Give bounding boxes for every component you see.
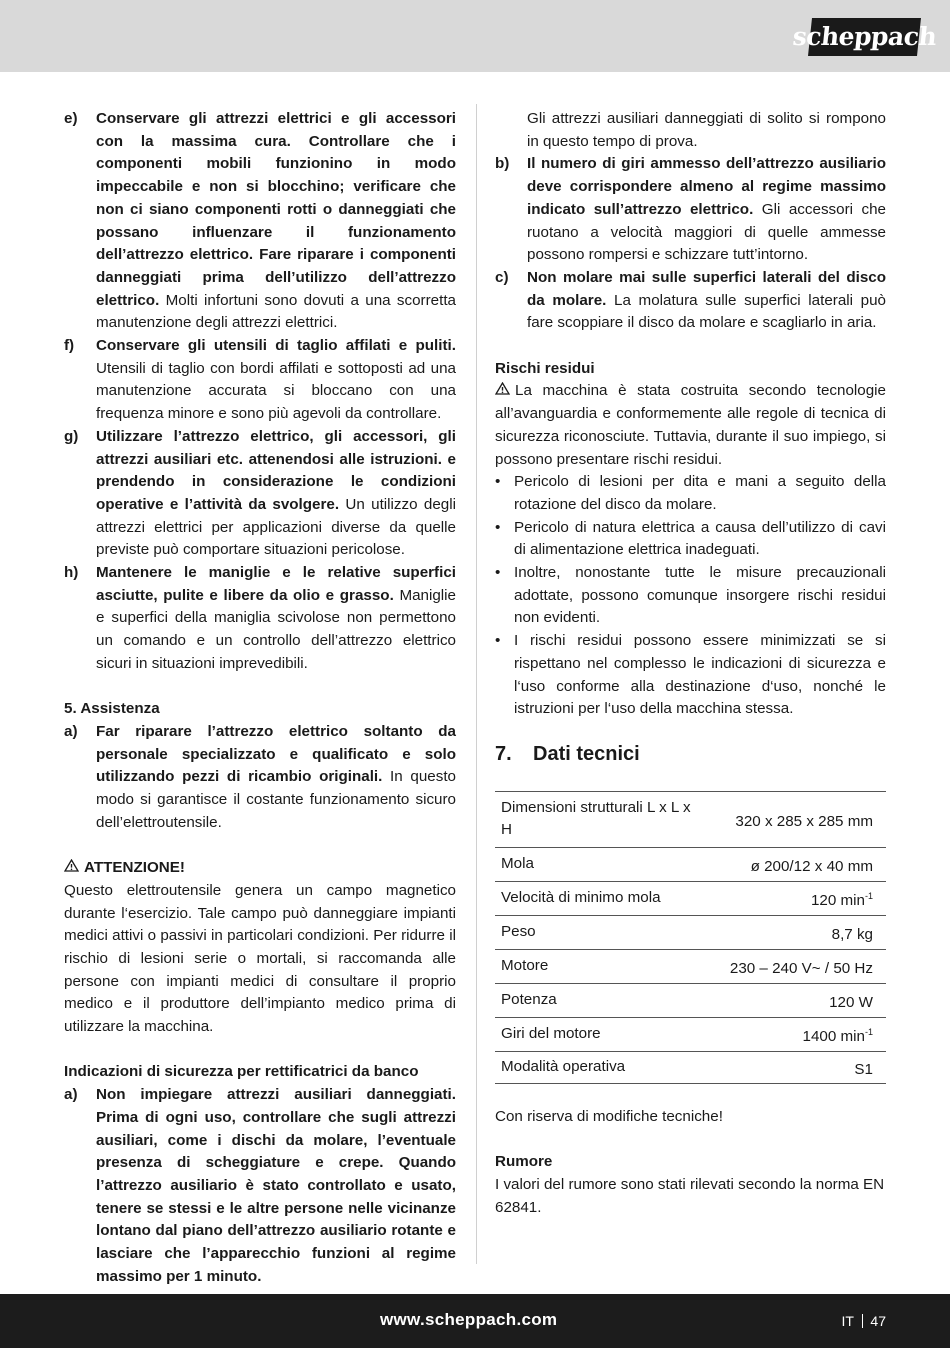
table-row xyxy=(495,983,886,1017)
warning-icon xyxy=(64,857,79,880)
item-label: h) xyxy=(64,564,79,582)
bullet: • xyxy=(495,473,501,491)
residual-intro-text: La macchina è stata costruita secondo tecnologie all’avanguardia e conformemente alle regole di tecnica di sicurezza riconosciute. Tuttavia, durante il suo impiego, si possono presentare rischi residui. xyxy=(495,382,886,468)
list-item xyxy=(495,562,886,630)
specs-table xyxy=(495,791,886,1084)
item-label: a) xyxy=(64,1086,78,1104)
spec-value: 120 $\min^{-1}$ xyxy=(697,881,886,915)
spec-label: Mola xyxy=(495,847,697,881)
list-item-continuation xyxy=(495,108,886,153)
bullet-text: Pericolo di lesioni per dita e mani a seguito della rotazione del disco da molare. xyxy=(514,473,886,513)
list-item-g xyxy=(64,426,456,562)
list-item-assist-a xyxy=(64,721,456,835)
spec-value: 320 x 285 x 285 mm xyxy=(697,791,886,847)
assistance-heading: 5. Assistenza xyxy=(64,700,160,718)
item-label: a) xyxy=(64,722,78,740)
section-number: 7. xyxy=(495,742,512,765)
item-text: Utensili di taglio con bordi affilati e sottoposti ad una manutenzione accurata si bloccano con una frequenza minore e sono più agevoli da controllare. xyxy=(96,359,456,423)
table-row xyxy=(495,881,886,915)
item-bold-text: Il numero di giri ammesso dell’attrezzo ausiliario deve corrispondere almeno al regime massimo indicato sull’attrezzo elettrico. xyxy=(527,155,886,218)
language-code: IT xyxy=(841,1313,854,1329)
item-bold-text: Conservare gli attrezzi elettrici e gli accessori con la massima cura. Controllare che i componenti mobili funzionino in modo impeccabile e non si blocchino; verificare che non ci siano componenti rotti o danneggiati che possano influenzare il funzionamento dell’attrezzo elettrico. Fare riparare i componenti danneggiati prima dell’utilizzo dell’attrezzo elettrico. xyxy=(96,110,456,309)
item-label: g) xyxy=(64,427,79,445)
spec-value: 120 W xyxy=(697,983,886,1017)
item-bold-text: Non impiegare attrezzi ausiliari danneggiati. Prima di ogni uso, controllare che sugli attrezzi ausiliari, come i dischi da molare, l’eventuale presenza di scheggiature e crepe. Quando l’attrezzo ausiliario è stato controllato e usato, tenere se stessi e le altre persone nelle vicinanze lontano dal piano dell’attrezzo ausiliario rotante e lasciare che l’apparecchio funzioni al regime massimo per 1 minuto. xyxy=(96,1086,456,1285)
bullet-text: I rischi residui possono essere minimizzati se si rispettano nel complesso le indicazioni di sicurezza e l‘uso conforme alla destinazione d‘uso, nonché le istruzioni per l‘uso della macchina stessa. xyxy=(514,632,886,718)
item-bold-text: Utilizzare l’attrezzo elettrico, gli accessori, gli attrezzi ausiliari etc. attenendosi alle istruzioni. e prendendo in considerazione le condizioni operative e l’attività da svolgere. xyxy=(96,427,456,513)
list-item-safety-a xyxy=(64,1084,456,1288)
spec-value: 1400 $\min^{-1}$ xyxy=(697,1017,886,1051)
item-label: c) xyxy=(495,268,509,286)
spec-label: Peso xyxy=(495,915,697,949)
residual-risks-heading: Rischi residui xyxy=(495,359,595,377)
attention-heading-text: ATTENZIONE! xyxy=(84,859,185,877)
item-label: f) xyxy=(64,337,75,355)
list-item-e xyxy=(64,108,456,335)
attention-text: Questo elettroutensile genera un campo magnetico durante l‘esercizio. Tale campo può danneggiare impianti medici attivi o passivi in particolari condizioni. Per ridurre il rischio di lesioni serie o mortali, si raccomanda alle persone con impianti medici di consultare il proprio medico e il produttore dell’impianto medico prima di utilizzare la macchina. xyxy=(64,881,456,1036)
item-text: Molti infortuni sono dovuti a una scorretta manutenzione degli attrezzi elettrici. xyxy=(96,291,456,332)
table-row xyxy=(495,915,886,949)
footer-bar xyxy=(0,1294,950,1348)
item-bold-text: Far riparare l’attrezzo elettrico soltanto da personale specializzato e qualificato e solo utilizzando pezzi di ricambio originali. xyxy=(96,722,456,786)
noise-heading: Rumore xyxy=(495,1153,553,1171)
warning-icon xyxy=(495,380,510,403)
residual-intro xyxy=(495,380,886,471)
table-row xyxy=(495,847,886,881)
item-bold-text: Conservare gli utensili di taglio affilati e puliti. xyxy=(96,337,456,355)
right-column xyxy=(495,108,886,1219)
item-text: Gli attrezzi ausiliari danneggiati di solito si rompono in questo tempo di prova. xyxy=(527,110,886,150)
list-item xyxy=(495,517,886,562)
list-item xyxy=(495,630,886,721)
header-bar xyxy=(0,0,950,72)
spec-label: Giri del motore xyxy=(495,1017,697,1051)
item-text: Maniglie e superfici della maniglia scivolose non permettono un comando e un controllo dell’attrezzo elettrico sicuri in situazioni imprevedibili. xyxy=(96,586,457,672)
spec-value: ø 200/12 x 40 mm xyxy=(697,847,886,881)
spec-label: Dimensioni strutturali L x L x H xyxy=(495,791,697,847)
item-bold-text: Non molare mai sulle superfici laterali del disco da molare. xyxy=(527,268,886,309)
bullet: • xyxy=(495,632,501,650)
spec-value: 230 – 240 V~ / 50 Hz xyxy=(697,949,886,983)
list-item-f xyxy=(64,335,456,426)
table-row xyxy=(495,949,886,983)
spec-label: Motore xyxy=(495,949,697,983)
bullet: • xyxy=(495,564,501,582)
safety-heading: Indicazioni di sicurezza per rettificatrici da banco xyxy=(64,1063,419,1081)
spec-label: Velocità di minimo mola xyxy=(495,881,697,915)
spec-value: 8,7 kg xyxy=(697,915,886,949)
item-text: In questo modo si garantisce il costante funzionamento sicuro dell’elettroutensile. xyxy=(96,768,456,831)
table-row xyxy=(495,1017,886,1051)
page-number: 47 xyxy=(870,1313,886,1329)
item-text: La molatura sulle superfici laterali può fare scoppiare il disco da molare e scagliarlo in aria. xyxy=(527,291,887,332)
page-indicator xyxy=(841,1310,886,1333)
spec-label: Potenza xyxy=(495,983,697,1017)
item-label: b) xyxy=(495,155,510,173)
bullet: • xyxy=(495,518,501,536)
reserve-note: Con riserva di modifiche tecniche! xyxy=(495,1107,723,1125)
item-text: Gli accessori che ruotano a velocità maggiori di quelle ammesse possono rompersi e schizzare tutt’intorno. xyxy=(527,200,886,264)
list-item-h xyxy=(64,562,456,676)
spec-value: S1 xyxy=(697,1051,886,1083)
noise-text: I valori del rumore sono stati rilevati secondo la norma EN 62841. xyxy=(495,1176,885,1216)
table-row xyxy=(495,1051,886,1083)
item-text: Un utilizzo degli attrezzi elettrici per applicazioni diverse da quelle previste può comportare situazioni pericolose. xyxy=(96,495,456,559)
list-item-c xyxy=(495,267,886,335)
item-bold-text: Mantenere le maniglie e le relative superfici asciutte, pulite e libere da olio e grasso. xyxy=(96,564,456,604)
spec-label: Modalità operativa xyxy=(495,1051,697,1083)
section-title xyxy=(495,739,886,769)
brand-logo: scheppach xyxy=(808,18,921,56)
column-divider xyxy=(476,104,477,1264)
list-item-b xyxy=(495,153,886,267)
attention-heading xyxy=(64,857,456,880)
website-link[interactable]: www.scheppach.com xyxy=(380,1310,558,1329)
table-row xyxy=(495,791,886,847)
section-title-text: Dati tecnici xyxy=(533,742,640,765)
item-label: e) xyxy=(64,110,78,127)
bullet-text: Inoltre, nonostante tutte le misure precauzionali adottate, possono comunque insorgere rischi residui non evidenti. xyxy=(514,564,886,627)
left-column xyxy=(64,108,456,1289)
bullet-text: Pericolo di natura elettrica a causa dell’utilizzo di cavi di alimentazione elettrica inadeguati. xyxy=(514,518,886,559)
list-item xyxy=(495,471,886,516)
